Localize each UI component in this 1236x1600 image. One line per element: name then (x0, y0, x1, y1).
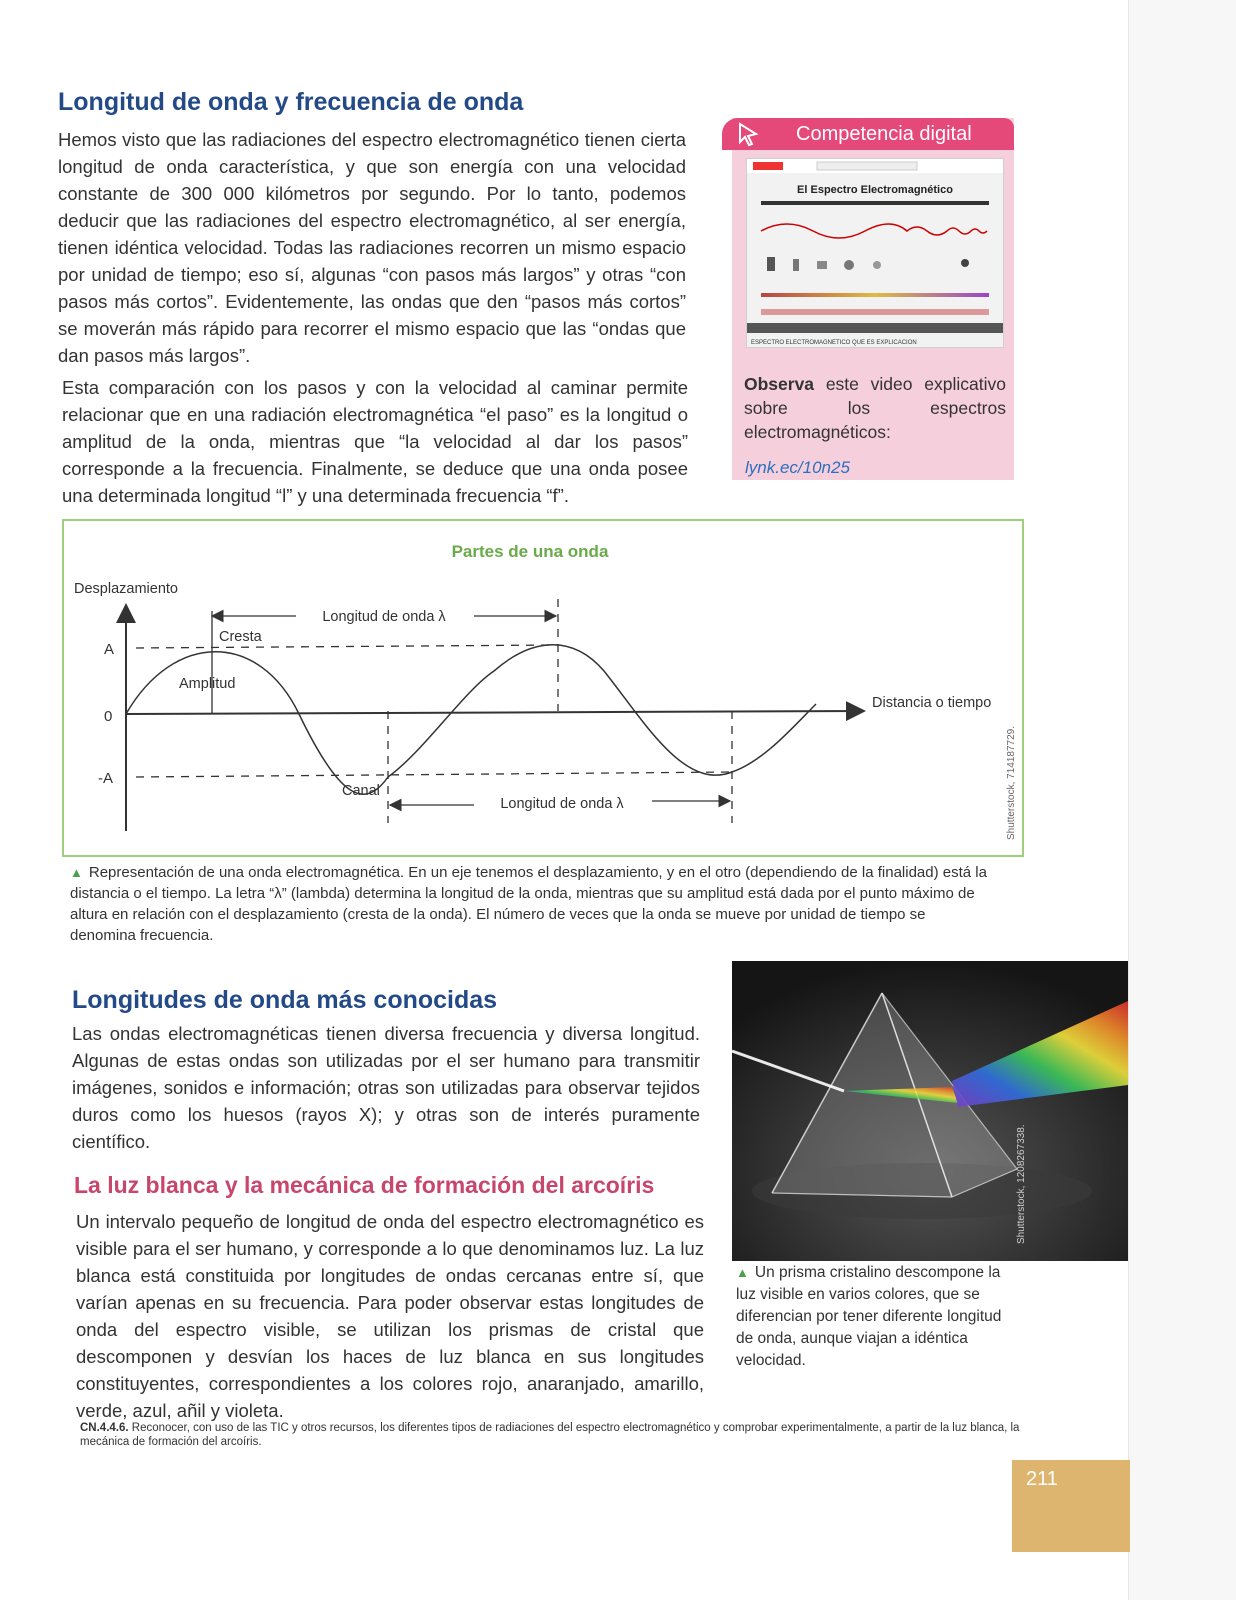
standard-text: Reconocer, con uso de las TIC y otros recursos, los diferentes tipos de radiaciones del espectro electromagnético y comprobar experimentalmente, a partir de la luz blanca, la mecánica de formación del arcoíris. (80, 1422, 1020, 1448)
wavelength-top-label: Longitud de onda λ (322, 609, 446, 625)
prism-caption-text: Un prisma cristalino descompone la luz visible en varios colores, que se diferencian por tener diferente longitud de onda, aunque viajan a idéntica velocidad. (736, 1264, 1002, 1369)
crest-level-line (136, 645, 558, 648)
standard-code: CN.4.4.6. (80, 1422, 129, 1434)
prism-illustration (732, 961, 1128, 1261)
wavelength-bottom-label: Longitud de onda λ (500, 796, 624, 812)
wave-svg (64, 521, 1022, 855)
diagram-title: Partes de una onda (451, 542, 609, 561)
paragraph-wavelength-2: Esta comparación con los pasos y con la velocidad al caminar permite relacionar que en una radiación electromagnética “el paso” es la longitud o amplitud de la onda, mientras que “la velocidad al dar los pasos” corresponde a la frecuencia. Finalmente, se deduce que una onda posee una determinada longitud “l” y una determinada frecuencia “f”. (62, 377, 688, 506)
wave-diagram (62, 519, 1024, 857)
curriculum-standard (80, 1421, 1040, 1449)
spectrum-graphic (747, 159, 1003, 347)
observa-rest: este video explicativo sobre los espectros electromagnéticos: (744, 374, 1006, 442)
triangle-bullet-icon: ▲ (736, 1265, 749, 1280)
page-edge (1128, 0, 1236, 1600)
tick-negA: -A (98, 770, 113, 787)
diagram-caption (70, 862, 990, 946)
amplitude-label: Amplitud (179, 676, 236, 692)
video-link[interactable]: lynk.ec/10n25 (745, 458, 850, 477)
video-caption: ESPECTRO ELECTROMAGNETICO QUE ES EXPLICACION (751, 340, 917, 346)
diagram-caption-text: Representación de una onda electromagnética. En un eje tenemos el desplazamiento, y en el otro (dependiendo de la finalidad) está la distancia o el tiempo. La letra “λ” (lambda) determina la longitud de la onda, mientras que su amplitud está dada por el punto máximo de altura en relación con el desplazamiento (cresta de la onda). El número de veces que la onda se mueve por unidad de tiempo se denomina frecuencia. (70, 864, 987, 944)
prism-credit: Shutterstock, 1208267338. (1016, 1124, 1027, 1244)
observa-text (744, 372, 1006, 444)
paragraph-white-light: Un intervalo pequeño de longitud de onda del espectro electromagnético es visible para el ser humano, y corresponde a lo que denominamos luz. La luz blanca está constituida por longitudes de ondas cercanas entre sí, que varían apenas en su frecuencia. Para poder observar estas longitudes de onda del espectro visible, se utilizan los prismas de cristal que descomponen y desvían los haces de luz blanca en sus longitudes constituyentes, correspondientes a los colores rojo, anaranjado, amarillo, verde, azul, añil y violeta. (76, 1211, 704, 1421)
tick-0: 0 (104, 708, 113, 725)
paragraph-wavelength-1: Hemos visto que las radiaciones del espectro electromagnético tienen cierta longitud de onda característica, y que son energía con una velocidad constante de 300 000 kilómetros por segundo. Por lo tanto, podemos deducir que las radiaciones del espectro electromagnético, al ser energía, tienen idéntica velocidad. Todas las radiaciones recorren un mismo espacio por unidad de tiempo; eso sí, algunas “con pasos más largos” y otras “con pasos más cortos”. Evidentemente, las ondas que den “pasos más cortos” se moverán más rápido para recorrer el mismo espacio que las “ondas que dan pasos más largos”. (58, 129, 686, 366)
x-axis (126, 711, 864, 714)
diagram-credit: Shutterstock, 714187729. (1006, 726, 1017, 840)
tick-A: A (104, 641, 115, 658)
crest-label: Cresta (219, 629, 262, 645)
trough-label: Canal (342, 783, 380, 799)
prism-caption (736, 1262, 1002, 1372)
paragraph-known-wavelengths: Las ondas electromagnéticas tienen diversa frecuencia y diversa longitud. Algunas de estas ondas son utilizadas por el ser humano para transmitir imágenes, sonidos e información; otras son utilizadas para observar tejidos duros como los huesos (rayos X); y otras son de interés puramente científico. (72, 1023, 700, 1152)
trough-level-line (136, 772, 732, 777)
y-axis-label: Desplazamiento (74, 581, 178, 597)
page-number: 211 (1026, 1468, 1058, 1490)
triangle-bullet-icon: ▲ (70, 865, 83, 880)
observa-bold: Observa (744, 374, 815, 394)
section-title-known-wavelengths: Longitudes de onda más conocidas (72, 986, 498, 1014)
x-axis-label: Distancia o tiempo (872, 695, 992, 711)
video-thumbnail[interactable] (746, 158, 1004, 348)
section-title-wavelength-frequency: Longitud de onda y frecuencia de onda (58, 88, 524, 116)
prism-photo (732, 961, 1128, 1261)
cursor-icon (730, 118, 766, 150)
digital-competence-title: Competencia digital (796, 123, 972, 145)
section-title-white-light: La luz blanca y la mecánica de formación del arcoíris (74, 1172, 655, 1198)
video-title: El Espectro Electromagnético (797, 184, 953, 196)
